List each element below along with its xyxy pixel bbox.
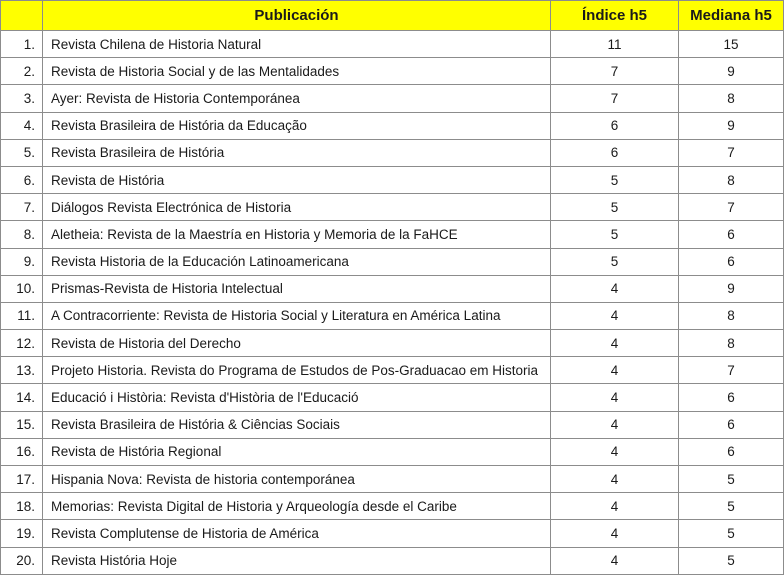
- header-row: [1, 1, 784, 31]
- h5-median-cell: 5: [679, 466, 784, 493]
- h5-index-cell: 7: [551, 85, 679, 112]
- h5-index-cell: 4: [551, 547, 679, 574]
- h5-index-cell: 4: [551, 302, 679, 329]
- table-header: [1, 1, 784, 31]
- h5-index-cell: 7: [551, 58, 679, 85]
- rank-cell: 20.: [1, 547, 43, 574]
- table-row: [1, 520, 784, 547]
- table-row: [1, 248, 784, 275]
- h5-median-cell: 8: [679, 85, 784, 112]
- table-row: [1, 275, 784, 302]
- h5-index-cell: 4: [551, 493, 679, 520]
- rank-cell: 2.: [1, 58, 43, 85]
- h5-median-cell: 9: [679, 58, 784, 85]
- h5-median-cell: 7: [679, 139, 784, 166]
- table-row: [1, 411, 784, 438]
- table-row: [1, 493, 784, 520]
- table-row: [1, 330, 784, 357]
- rank-cell: 9.: [1, 248, 43, 275]
- rank-cell: 14.: [1, 384, 43, 411]
- h5-median-cell: 6: [679, 248, 784, 275]
- rank-cell: 7.: [1, 194, 43, 221]
- table-row: [1, 547, 784, 574]
- h5-median-cell: 5: [679, 547, 784, 574]
- rank-cell: 19.: [1, 520, 43, 547]
- h5-index-cell: 4: [551, 466, 679, 493]
- table-row: [1, 58, 784, 85]
- publication-cell: Revista História Hoje: [43, 547, 551, 574]
- header-number: [1, 1, 43, 31]
- h5-index-cell: 5: [551, 194, 679, 221]
- rank-cell: 16.: [1, 438, 43, 465]
- rank-cell: 11.: [1, 302, 43, 329]
- h5-index-cell: 4: [551, 438, 679, 465]
- h5-median-cell: 9: [679, 275, 784, 302]
- header-h5-median: Mediana h5: [679, 1, 784, 31]
- rank-cell: 3.: [1, 85, 43, 112]
- h5-median-cell: 8: [679, 166, 784, 193]
- header-h5-index: Índice h5: [551, 1, 679, 31]
- h5-index-cell: 5: [551, 221, 679, 248]
- table-row: [1, 194, 784, 221]
- h5-median-cell: 5: [679, 520, 784, 547]
- publication-cell: Prismas-Revista de Historia Intelectual: [43, 275, 551, 302]
- h5-index-cell: 5: [551, 248, 679, 275]
- publication-cell: Revista Brasileira de História & Ciências Sociais: [43, 411, 551, 438]
- publication-cell: Hispania Nova: Revista de historia contemporánea: [43, 466, 551, 493]
- publication-cell: Projeto Historia. Revista do Programa de Estudos de Pos-Graduacao em Historia: [43, 357, 551, 384]
- h5-median-cell: 5: [679, 493, 784, 520]
- h5-index-cell: 6: [551, 139, 679, 166]
- h5-median-cell: 6: [679, 384, 784, 411]
- publication-cell: Revista Complutense de Historia de América: [43, 520, 551, 547]
- h5-median-cell: 6: [679, 221, 784, 248]
- rank-cell: 8.: [1, 221, 43, 248]
- publication-cell: Revista Historia de la Educación Latinoamericana: [43, 248, 551, 275]
- rank-cell: 5.: [1, 139, 43, 166]
- publication-cell: Revista de História: [43, 166, 551, 193]
- rank-cell: 18.: [1, 493, 43, 520]
- h5-index-cell: 4: [551, 275, 679, 302]
- header-publication: Publicación: [43, 1, 551, 31]
- h5-median-cell: 8: [679, 330, 784, 357]
- rank-cell: 13.: [1, 357, 43, 384]
- h5-median-cell: 8: [679, 302, 784, 329]
- h5-index-cell: 11: [551, 31, 679, 58]
- table-row: [1, 31, 784, 58]
- publication-cell: Aletheia: Revista de la Maestría en Historia y Memoria de la FaHCE: [43, 221, 551, 248]
- table-row: [1, 384, 784, 411]
- table-row: [1, 85, 784, 112]
- publication-cell: Revista Brasileira de História da Educação: [43, 112, 551, 139]
- publication-cell: Educació i Història: Revista d'Història de l'Educació: [43, 384, 551, 411]
- table-row: [1, 357, 784, 384]
- rank-cell: 4.: [1, 112, 43, 139]
- publication-cell: Revista Chilena de Historia Natural: [43, 31, 551, 58]
- rank-cell: 6.: [1, 166, 43, 193]
- h5-index-cell: 4: [551, 520, 679, 547]
- h5-median-cell: 15: [679, 31, 784, 58]
- table-row: [1, 112, 784, 139]
- h5-median-cell: 6: [679, 411, 784, 438]
- publication-cell: Revista de História Regional: [43, 438, 551, 465]
- table-row: [1, 438, 784, 465]
- publication-cell: Ayer: Revista de Historia Contemporánea: [43, 85, 551, 112]
- h5-index-cell: 4: [551, 357, 679, 384]
- h5-index-cell: 5: [551, 166, 679, 193]
- h5-index-cell: 4: [551, 411, 679, 438]
- h5-median-cell: 7: [679, 357, 784, 384]
- table-row: [1, 466, 784, 493]
- publication-cell: Revista de Historia del Derecho: [43, 330, 551, 357]
- rank-cell: 1.: [1, 31, 43, 58]
- publication-cell: Memorias: Revista Digital de Historia y Arqueología desde el Caribe: [43, 493, 551, 520]
- h5-median-cell: 7: [679, 194, 784, 221]
- table-row: [1, 139, 784, 166]
- rank-cell: 15.: [1, 411, 43, 438]
- publication-cell: Revista de Historia Social y de las Mentalidades: [43, 58, 551, 85]
- publication-cell: A Contracorriente: Revista de Historia Social y Literatura en América Latina: [43, 302, 551, 329]
- rank-cell: 12.: [1, 330, 43, 357]
- h5-median-cell: 9: [679, 112, 784, 139]
- h5-index-cell: 4: [551, 384, 679, 411]
- table-row: [1, 302, 784, 329]
- rank-cell: 10.: [1, 275, 43, 302]
- h5-index-cell: 4: [551, 330, 679, 357]
- h5-index-cell: 6: [551, 112, 679, 139]
- h5-median-cell: 6: [679, 438, 784, 465]
- table-body: [1, 31, 784, 575]
- publication-cell: Diálogos Revista Electrónica de Historia: [43, 194, 551, 221]
- rank-cell: 17.: [1, 466, 43, 493]
- table-row: [1, 166, 784, 193]
- publication-cell: Revista Brasileira de História: [43, 139, 551, 166]
- table-row: [1, 221, 784, 248]
